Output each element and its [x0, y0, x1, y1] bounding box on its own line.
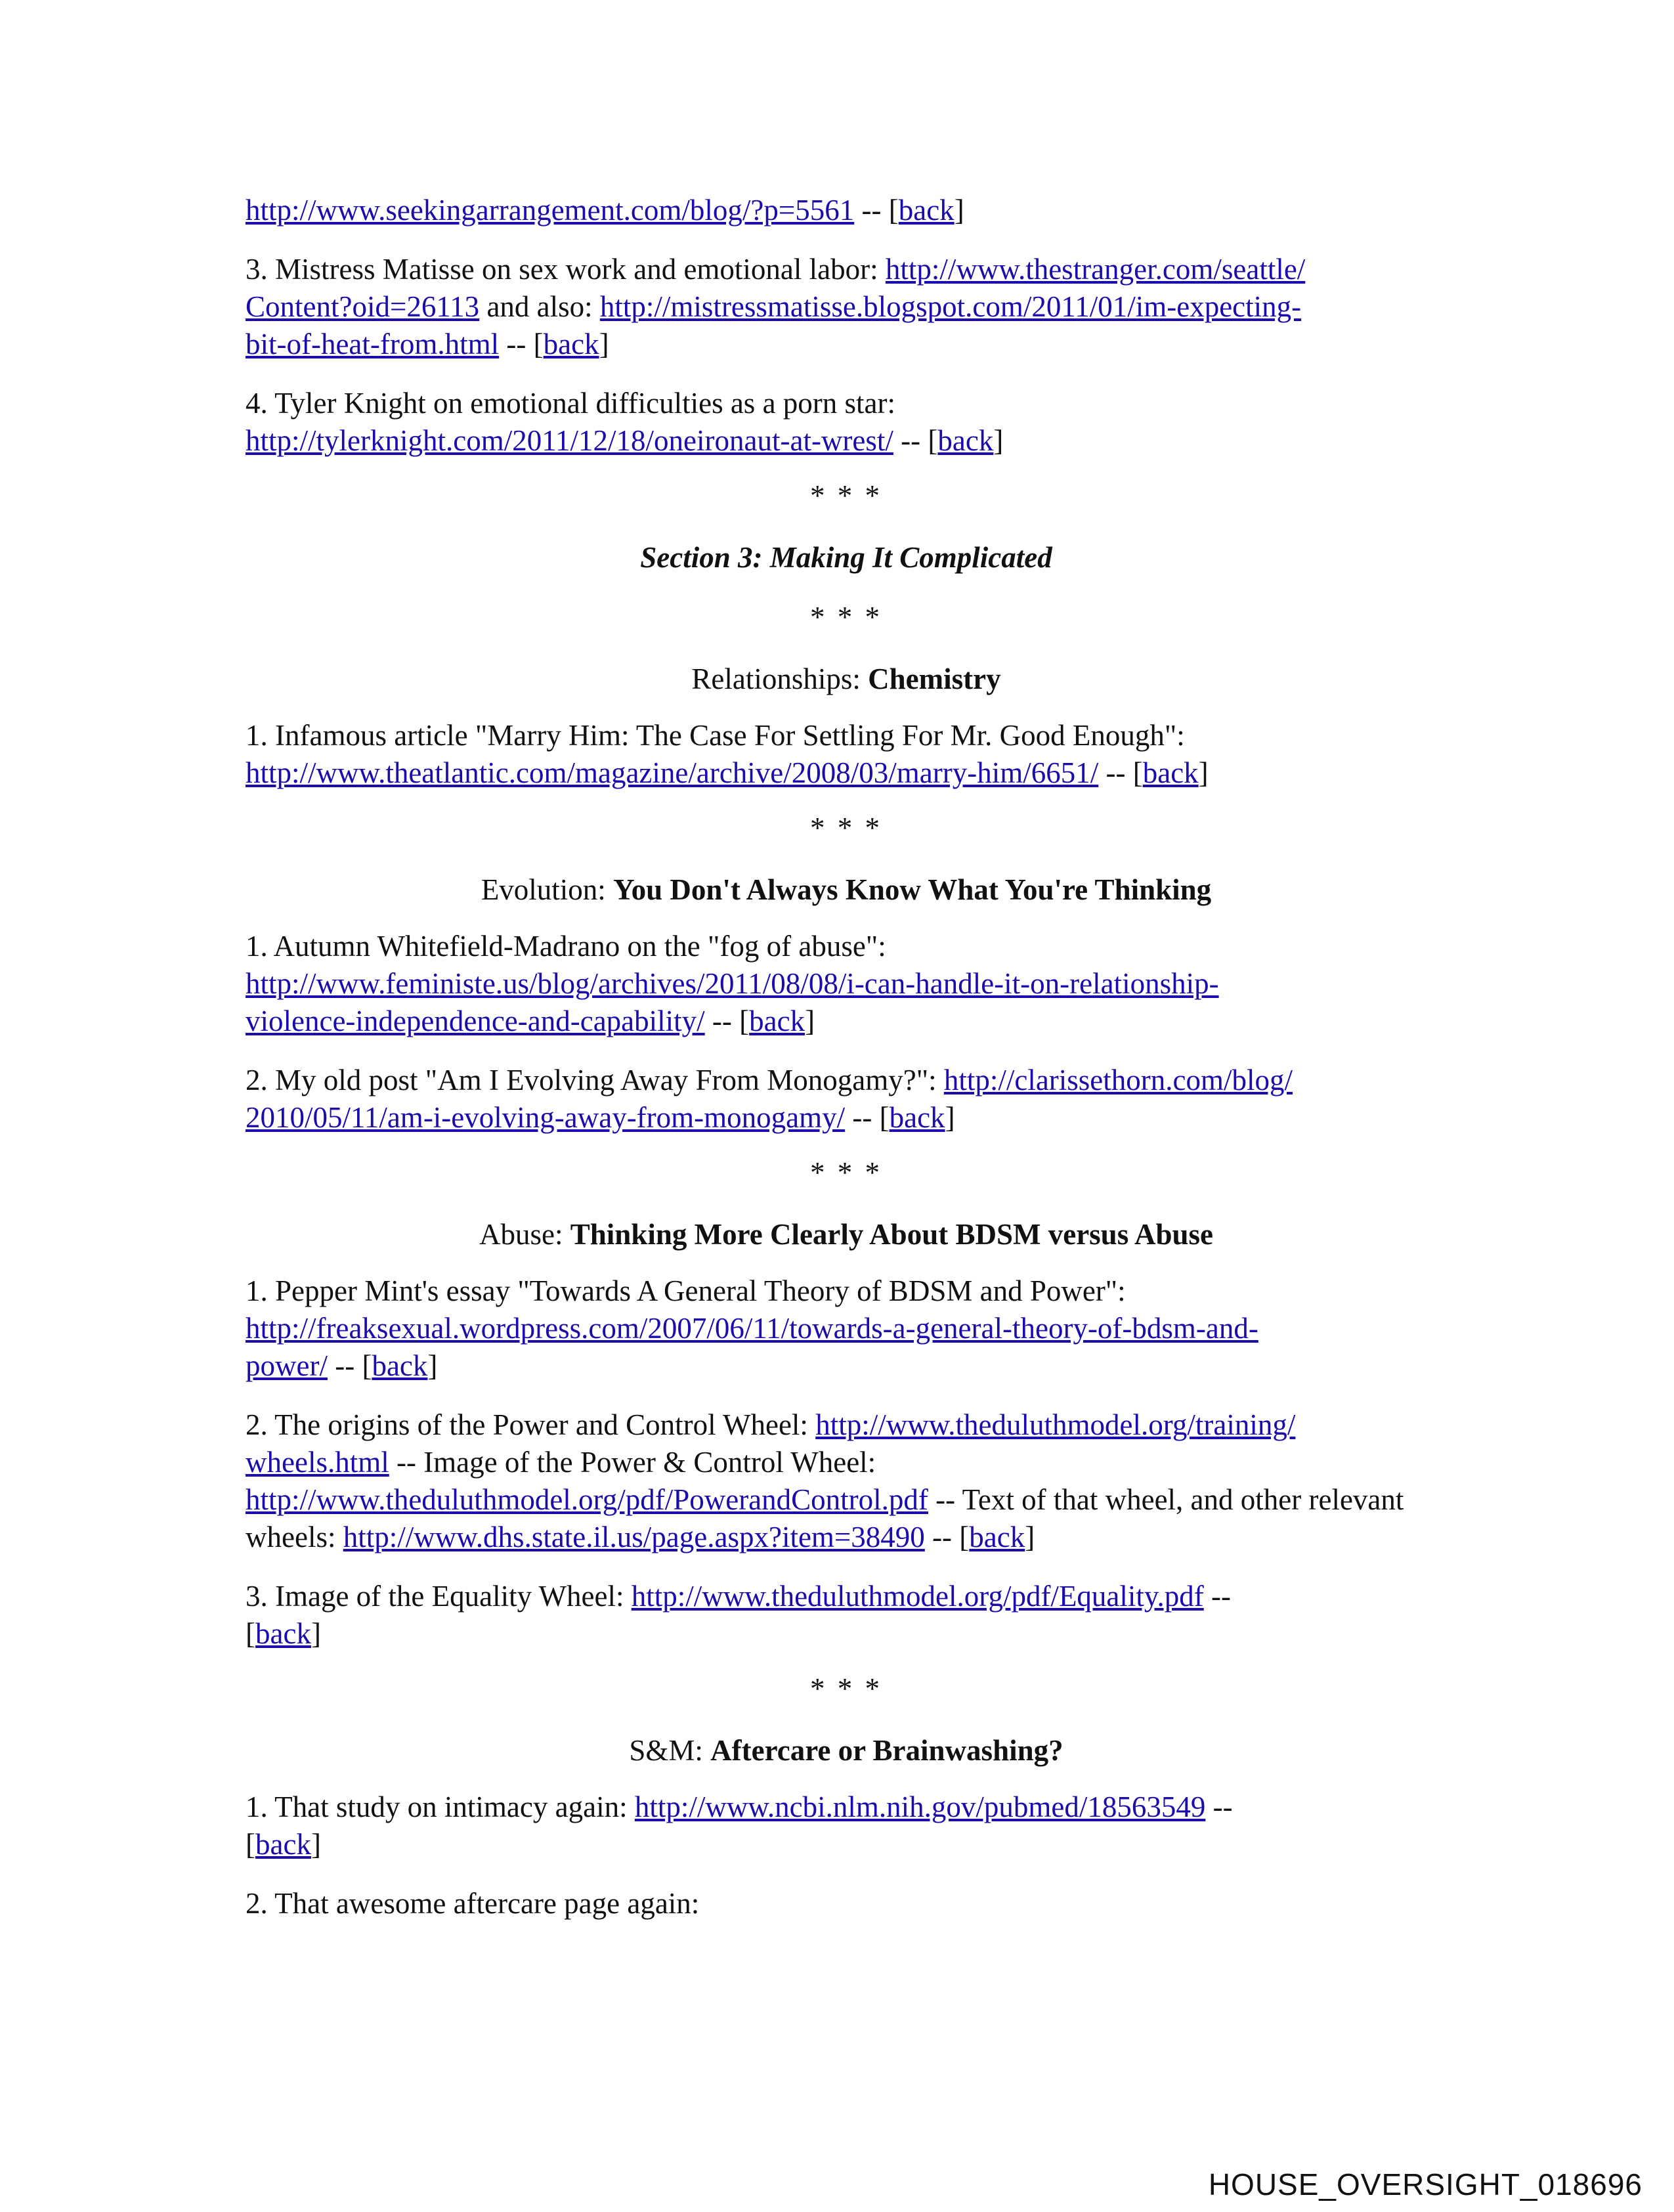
duluth-power-control-pdf-link[interactable]: http://www.theduluthmodel.org/pdf/PowerandControl.pdf	[246, 1483, 928, 1516]
note-text: 2. My old post "Am I Evolving Away From Monogamy?":	[246, 1064, 937, 1096]
dash: --	[506, 328, 526, 360]
duluth-training-link[interactable]: http://www.theduluthmodel.org/training/ wheels.html	[246, 1408, 1296, 1479]
chapter-heading-evolution: Evolution: You Don't Always Know What You're Thinking	[481, 873, 1212, 906]
duluth-equality-pdf-link[interactable]: http://www.theduluthmodel.org/pdf/Equality.pdf	[631, 1580, 1204, 1613]
document-page	[246, 192, 1447, 1944]
note-text: 1. Infamous article "Marry Him: The Case For Settling For Mr. Good Enough":	[246, 719, 1185, 752]
dash: --	[852, 1101, 872, 1134]
chapter-heading-abuse: Abuse: Thinking More Clearly About BDSM versus Abuse	[479, 1218, 1214, 1251]
note-mistress-matisse: 3. Mistress Matisse on sex work and emotional labor: http://www.thestranger.com/seattle/ Content?oid=26113 and also: http://mistressmatisse.blogspot.com/2011/01/im-expecting- bit-of-heat-from.html -- [back]	[246, 253, 1306, 360]
section-divider: * * *	[810, 1156, 882, 1189]
note-text: 2. That awesome aftercare page again:	[246, 1887, 700, 1920]
note-fog-of-abuse: 1. Autumn Whitefield-Madrano on the "fog of abuse": http://www.feministe.us/blog/archives/2011/08/08/i-can-handle-it-on-relationship- violence-independence-and-capability/ -- [back]	[246, 930, 1219, 1037]
note-marry-him: 1. Infamous article "Marry Him: The Case For Settling For Mr. Good Enough": http://www.theatlantic.com/magazine/archive/2008/03/marry-him/6651/ -- [back]	[246, 719, 1209, 789]
chapter-heading-chemistry: Relationships: Chemistry	[691, 662, 1001, 695]
dash: --	[712, 1005, 732, 1037]
tylerknight-link[interactable]: http://tylerknight.com/2011/12/18/oneironaut-at-wrest/	[246, 424, 893, 457]
back-link[interactable]: back	[898, 194, 955, 227]
theatlantic-link[interactable]: http://www.theatlantic.com/magazine/archive/2008/03/marry-him/6651/	[246, 756, 1099, 789]
note-text: -- Text of that wheel, and other relevant wheels:	[246, 1483, 1404, 1553]
dash: --	[1105, 756, 1126, 789]
top-note-continuation: http://www.seekingarrangement.com/blog/?p=5561 -- [back]	[246, 194, 964, 227]
section-divider: * * *	[810, 812, 882, 844]
note-evolving-away: 2. My old post "Am I Evolving Away From Monogamy?": http://clarissethorn.com/blog/ 2010/05/11/am-i-evolving-away-from-monogamy/ -- [back]	[246, 1064, 1293, 1134]
back-link[interactable]: back	[969, 1521, 1025, 1553]
back-link[interactable]: back	[255, 1828, 311, 1861]
note-aftercare-page	[246, 1885, 1447, 1922]
back-link[interactable]: back	[372, 1349, 428, 1382]
note-pepper-mint: 1. Pepper Mint's essay "Towards A General Theory of BDSM and Power": http://freaksexual.wordpress.com/2007/06/11/towards-a-general-theory-of-bdsm-and- power/ -- [back]	[246, 1274, 1258, 1382]
dash: --	[1211, 1580, 1231, 1613]
mistressmatisse-blog-link[interactable]: http://mistressmatisse.blogspot.com/2011/01/im-expecting- bit-of-heat-from.html	[246, 290, 1302, 360]
note-intimacy-study: 1. That study on intimacy again: http://www.ncbi.nlm.nih.gov/pubmed/18563549 -- [back]	[246, 1790, 1233, 1861]
clarissethorn-link[interactable]: http://clarissethorn.com/blog/ 2010/05/11/am-i-evolving-away-from-monogamy/	[246, 1064, 1293, 1134]
feministe-link[interactable]: http://www.feministe.us/blog/archives/2011/08/08/i-can-handle-it-on-relationship- violence-independence-and-capability/	[246, 967, 1219, 1037]
dhs-illinois-link[interactable]: http://www.dhs.state.il.us/page.aspx?item=38490	[343, 1521, 925, 1553]
section-divider: * * *	[810, 479, 882, 512]
note-text: 1. Autumn Whitefield-Madrano on the "fog of abuse":	[246, 930, 886, 963]
dash: --	[861, 194, 882, 227]
dash: --	[901, 424, 921, 457]
section-divider: * * *	[810, 1672, 882, 1705]
note-power-control-wheel: 2. The origins of the Power and Control Wheel: http://www.theduluthmodel.org/training/ wheels.html -- Image of the Power & Control Wheel: http://www.theduluthmodel.org/pdf/PowerandControl.pdf -- Text of that wheel, and other relevant wheels: http://www.dhs.state.il.us/page.aspx?item=38490 -- [back]	[246, 1408, 1404, 1553]
thestranger-link[interactable]: http://www.thestranger.com/seattle/ Content?oid=26113	[246, 253, 1306, 323]
chapter-heading-aftercare: S&M: Aftercare or Brainwashing?	[629, 1734, 1063, 1767]
dash: --	[1213, 1790, 1233, 1823]
note-text: 3. Image of the Equality Wheel:	[246, 1580, 624, 1613]
note-equality-wheel: 3. Image of the Equality Wheel: http://www.theduluthmodel.org/pdf/Equality.pdf -- [back]	[246, 1580, 1231, 1650]
note-text: 1. Pepper Mint's essay "Towards A General Theory of BDSM and Power":	[246, 1274, 1126, 1307]
back-link[interactable]: back	[1142, 756, 1199, 789]
back-link[interactable]: back	[543, 328, 599, 360]
dash: --	[932, 1521, 953, 1553]
ncbi-pubmed-link[interactable]: http://www.ncbi.nlm.nih.gov/pubmed/18563549	[634, 1790, 1206, 1823]
note-text: 4. Tyler Knight on emotional difficulties as a porn star:	[246, 387, 895, 420]
note-text: 3. Mistress Matisse on sex work and emotional labor:	[246, 253, 878, 286]
dash: --	[335, 1349, 355, 1382]
back-link[interactable]: back	[937, 424, 994, 457]
back-link[interactable]: back	[889, 1101, 945, 1134]
note-text: 1. That study on intimacy again:	[246, 1790, 628, 1823]
back-link[interactable]: back	[749, 1005, 805, 1037]
note-tyler-knight: 4. Tyler Knight on emotional difficulties as a porn star: http://tylerknight.com/2011/12/18/oneironaut-at-wrest/ -- [back]	[246, 387, 1004, 457]
note-text: 2. The origins of the Power and Control Wheel:	[246, 1408, 808, 1441]
note-text: and also:	[486, 290, 593, 323]
section-3-title: Section 3: Making It Complicated	[640, 541, 1052, 574]
back-link[interactable]: back	[255, 1617, 311, 1650]
freaksexual-link[interactable]: http://freaksexual.wordpress.com/2007/06/11/towards-a-general-theory-of-bdsm-and- power/	[246, 1312, 1258, 1382]
section-divider: * * *	[810, 601, 882, 634]
bates-number: HOUSE_OVERSIGHT_018696	[1208, 2167, 1642, 2201]
seekingarrangement-link[interactable]: http://www.seekingarrangement.com/blog/?p=5561	[246, 194, 855, 227]
note-text: -- Image of the Power & Control Wheel:	[396, 1446, 876, 1479]
